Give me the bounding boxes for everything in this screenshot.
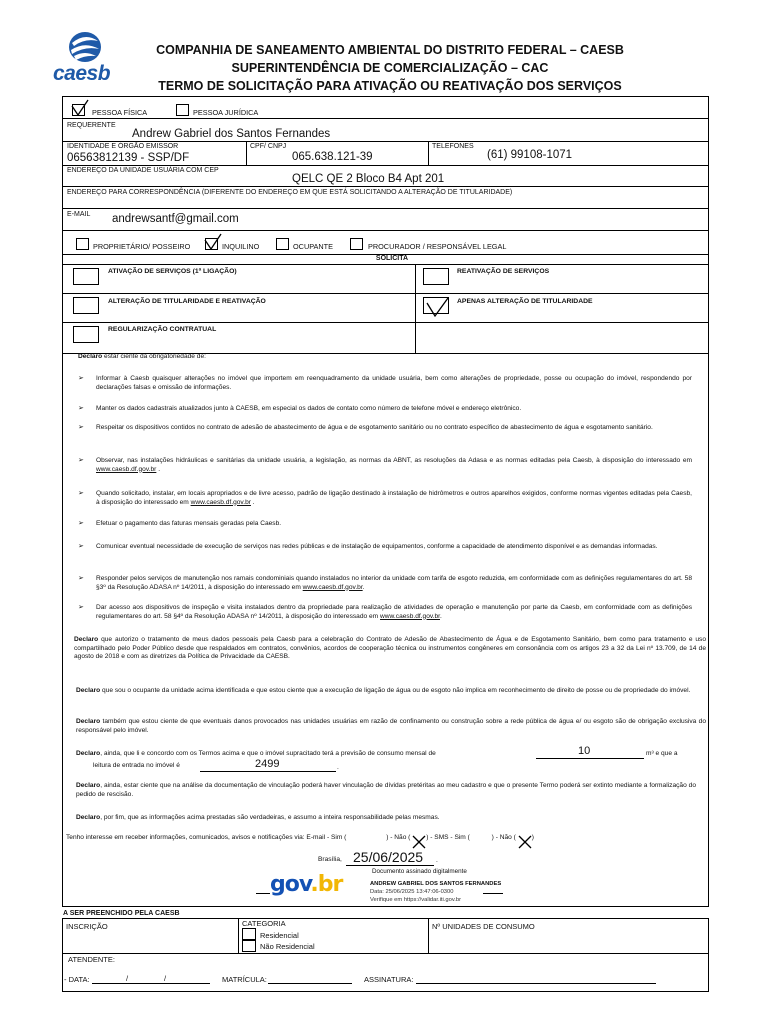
atendente-label: ATENDENTE: — [68, 955, 115, 964]
bullet-icon: ➢ — [78, 543, 84, 550]
caesb-link[interactable]: www.caesb.df.gov.br — [190, 498, 251, 506]
reativacao-label: REATIVAÇÃO DE SERVIÇOS — [457, 268, 550, 275]
date-line — [346, 865, 434, 866]
bullet-icon: ➢ — [78, 457, 84, 464]
date-slash: / — [164, 974, 167, 983]
x-mark-icon — [411, 835, 427, 849]
caesb-logo-icon — [50, 28, 120, 66]
requerente-label: REQUERENTE — [67, 122, 116, 129]
bullet-icon: ➢ — [78, 604, 84, 611]
ocupante-checkbox[interactable] — [276, 238, 289, 250]
declaration-bullet: Informar à Caesb quaisquer alterações no imóvel que importem em reenquadramento da unidade usuária, bem como alterações de propriedade, posse ou ocupação do imóvel, respondendo por declarações falsas e omissão de informações. — [96, 375, 692, 391]
identidade-field[interactable]: 06563812139 - SSP/DF — [67, 152, 190, 164]
declaration-bullet: Manter os dados cadastrais atualizados junto à CAESB, em especial os dados de contato como número de telefone móvel e endereço eletrônico. — [96, 405, 522, 412]
bullet-icon: ➢ — [78, 375, 84, 382]
email-field[interactable]: andrewsantf@gmail.com — [112, 213, 239, 225]
consumo-line — [536, 758, 644, 759]
logo-text: caesb — [53, 62, 111, 85]
nao-residencial-label: Não Residencial — [260, 942, 315, 951]
categoria-label: CATEGORIA — [242, 919, 286, 928]
caesb-link[interactable]: www.caesb.df.gov.br — [96, 465, 157, 473]
inscricao-label: INSCRIÇÃO — [66, 922, 108, 931]
declaration-bullet: Comunicar eventual necessidade de execução de serviços nas redes públicas e de instalação de equipamentos, conforme a capacidade de atendimento disponível e as demandas informadas. — [96, 543, 658, 550]
doc-signed-text: Documento assinado digitalmente — [372, 868, 467, 875]
verify-url[interactable]: Verifique em https://validar.iti.gov.br — [370, 897, 462, 903]
declaro-consumo: Declaro, ainda, que li e concordo com os Termos acima e que o imóvel supracitado terá a previsão de consumo mensal de — [76, 750, 436, 757]
check-mark-icon — [203, 232, 223, 252]
reativacao-checkbox[interactable] — [423, 268, 449, 285]
telefones-label: TELEFONES — [432, 143, 474, 150]
date-slash: / — [126, 974, 129, 983]
notification-prefs: Tenho interesse em receber informações, comunicados, avisos e notificações via: E-mail - Sim ( ) - Não ( ) - SMS - Sim ( ) - Não ( ) — [66, 834, 706, 843]
bullet-icon: ➢ — [78, 520, 84, 527]
bullet-icon: ➢ — [78, 575, 84, 582]
caesb-link[interactable]: www.caesb.df.gov.br — [380, 612, 440, 620]
ativacao-label: ATIVAÇÃO DE SERVIÇOS (1ª LIGAÇÃO) — [108, 268, 237, 275]
declaration-bullet: Observar, nas instalações hidráulicas e sanitárias da unidade usuária, a legislação, as normas da ABNT, as resoluções da Adasa e as normas editadas pela Caesb, à disposição do interessado em www.caesb.df.gov.br . — [96, 457, 692, 473]
leitura-line — [200, 771, 336, 772]
regularizacao-checkbox[interactable] — [73, 326, 99, 343]
alteracao-reativacao-label: ALTERAÇÃO DE TITULARIDADE E REATIVAÇÃO — [108, 298, 266, 305]
residencial-checkbox[interactable] — [242, 928, 256, 940]
procurador-checkbox[interactable] — [350, 238, 363, 250]
requerente-field[interactable]: Andrew Gabriel dos Santos Fernandes — [132, 128, 331, 140]
signer-name: ANDREW GABRIEL DOS SANTOS FERNANDES — [370, 881, 502, 887]
consumo-unit: m³ e que a — [646, 750, 678, 757]
header-superintendencia: SUPERINTENDÊNCIA DE COMERCIALIZAÇÃO – CAC — [231, 61, 549, 75]
bullet-icon: ➢ — [78, 405, 84, 412]
leitura-label: leitura de entrada no imóvel é — [93, 762, 180, 769]
declaro-dividas: Declaro, ainda, estar ciente que na análise da documentação de vinculação poderá haver vinculação de dívidas pretéritas ao meu cadastro e que o presente Termo poderá ser extinto mediante a formalização do pedido de rescisão. — [76, 782, 696, 798]
consumo-field[interactable]: 10 — [578, 745, 591, 757]
inquilino-label: INQUILINO — [222, 242, 260, 251]
data-field[interactable] — [92, 983, 210, 984]
caesb-link[interactable]: www.caesb.df.gov.br — [302, 583, 363, 591]
leitura-field[interactable]: 2499 — [255, 758, 280, 770]
check-mark-icon — [70, 98, 90, 118]
ocupante-label: OCUPANTE — [293, 242, 334, 251]
telefones-field[interactable]: (61) 99108-1071 — [487, 149, 573, 161]
govbr-logo: gov.br — [270, 872, 343, 897]
solicita-title: SOLICITA — [375, 255, 409, 262]
proprietario-label: PROPRIETÁRIO/ POSSEIRO — [93, 242, 191, 251]
declaro-ocupante: Declaro que sou o ocupante da unidade acima identificada e que estou ciente que a execução de ligação de água ou de esgoto não implica em reconhecimento de direito de posse ou de propriedade do imóvel. — [76, 687, 691, 694]
unidades-label: Nº UNIDADES DE CONSUMO — [432, 922, 535, 931]
date-period: . — [436, 857, 438, 864]
check-mark-icon — [424, 297, 450, 317]
caesb-logo — [50, 28, 120, 83]
declaration-bullet: Respeitar os dispositivos contidos no contrato de adesão de abastecimento de água e de esgotamento sanitário ou no contrato específico de abastecimento de água e esgotamento sanitário. — [96, 424, 653, 431]
endereco-label: ENDEREÇO DA UNIDADE USUÁRIA COM CEP — [67, 167, 219, 174]
cpf-label: CPF/ CNPJ — [250, 143, 287, 150]
cpf-field[interactable]: 065.638.121-39 — [292, 151, 373, 163]
correspondencia-field[interactable] — [67, 198, 702, 207]
matricula-label: MATRÍCULA: — [222, 975, 267, 984]
bullet-icon: ➢ — [78, 424, 84, 431]
caesb-section-title: A SER PREENCHIDO PELA CAESB — [63, 910, 180, 917]
declaration-bullet: Quando solicitado, instalar, em locais apropriados e de livre acesso, padrão de ligação destinado à instalação de hidrômetros e outros aparelhos exigidos, conforme normas vigentes editadas pela Caesb, à disposição do interessado em www.caesb.df.gov.br . — [96, 490, 692, 506]
declaro-intro: Declaro estar ciente da obrigatoriedade de: — [78, 353, 206, 360]
bullet-icon: ➢ — [78, 490, 84, 497]
govbr-underline — [256, 893, 270, 894]
declaro-danos: Declaro também que estou ciente de que eventuais danos provocados nas unidades usuárias em razão de confinamento ou construção sobre a rede pública de água e/ ou esgoto são de obrigação exclusiva do responsável pelo imóvel. — [76, 718, 706, 734]
alteracao-reativacao-checkbox[interactable] — [73, 297, 99, 314]
date-field[interactable]: 25/06/2025 — [353, 849, 424, 865]
pessoa-fisica-label: PESSOA FÍSICA — [92, 108, 148, 117]
signature-line-tail — [483, 893, 503, 894]
data-label: - DATA: — [64, 975, 90, 984]
sign-date: Data: 25/06/2025 13:47:06-0300 — [370, 889, 454, 895]
ativacao-checkbox[interactable] — [73, 268, 99, 285]
assinatura-field[interactable] — [416, 983, 656, 984]
identidade-label: IDENTIDADE E ÓRGÃO EMISSOR — [67, 143, 179, 150]
declaration-bullet: Efetuar o pagamento das faturas mensais geradas pela Caesb. — [96, 520, 282, 527]
place-label: Brasília, — [318, 856, 342, 863]
regularizacao-label: REGULARIZAÇÃO CONTRATUAL — [108, 326, 217, 333]
x-mark-icon — [517, 835, 533, 849]
declaro-final: Declaro, por fim, que as informações acima prestadas são verdadeiras, e assumo a inteira responsabilidade pelas mesmas. — [76, 814, 440, 821]
header-document-title: TERMO DE SOLICITAÇÃO PARA ATIVAÇÃO OU REATIVAÇÃO DOS SERVIÇOS — [158, 79, 622, 93]
matricula-field[interactable] — [268, 983, 352, 984]
procurador-label: PROCURADOR / RESPONSÁVEL LEGAL — [368, 242, 507, 251]
email-label: E-MAIL — [67, 211, 91, 218]
header-company: COMPANHIA DE SANEAMENTO AMBIENTAL DO DISTRITO FEDERAL – CAESB — [156, 43, 624, 57]
endereco-field[interactable]: QELC QE 2 Bloco B4 Apt 201 — [292, 173, 445, 185]
correspondencia-label: ENDEREÇO PARA CORRESPONDÊNCIA (DIFERENTE DO ENDEREÇO EM QUE ESTÁ SOLICITANDO A ALTERAÇÃO DE TITULARIDADE) — [67, 189, 513, 196]
declaro-lgpd: Declaro que autorizo o tratamento de meus dados pessoais pela Caesb para a celebração do Contrato de Adesão de Abastecimento de Água e de Esgotamento Sanitário, bem como para tratamento e uso compartilhado pelo Poder Público desde que respaldados em contratos, convênios, acordos de cooperação técnica ou instrumentos congêneres em consonância com os artigos 23 a 32 da Lei nº 13.709, de 14 de agosto de 2018 e com as diretrizes da Política de Privacidade da CAESB. — [74, 636, 706, 660]
pessoa-juridica-checkbox[interactable] — [176, 104, 189, 116]
proprietario-checkbox[interactable] — [76, 238, 89, 250]
pessoa-juridica-label: PESSOA JURÍDICA — [193, 108, 259, 117]
assinatura-label: ASSINATURA: — [364, 975, 414, 984]
residencial-label: Residencial — [260, 931, 299, 940]
apenas-alteracao-label: APENAS ALTERAÇÃO DE TITULARIDADE — [457, 298, 593, 305]
nao-residencial-checkbox[interactable] — [242, 940, 256, 952]
declaration-bullet: Responder pelos serviços de manutenção nos ramais condominiais quando instalados no interior da unidade com tarifa de esgoto reduzida, em conformidade com as definições regulamentares do art. 58 §3º da Resolução ADASA nº 14/2011, à disposição do interessado em www.caesb.df.gov.br. — [96, 575, 692, 591]
declaration-bullet: Dar acesso aos dispositivos de inspeção e visita instalados dentro da propriedade para realização de atividades de operação e manutenção por parte da Caesb, em conformidade com as definições regulamentares do art. 58 §4º da Resolução ADASA nº 14/2011, à disposição do interessado em www.caesb.df.gov.br. — [96, 604, 692, 620]
leitura-period: . — [337, 764, 339, 771]
